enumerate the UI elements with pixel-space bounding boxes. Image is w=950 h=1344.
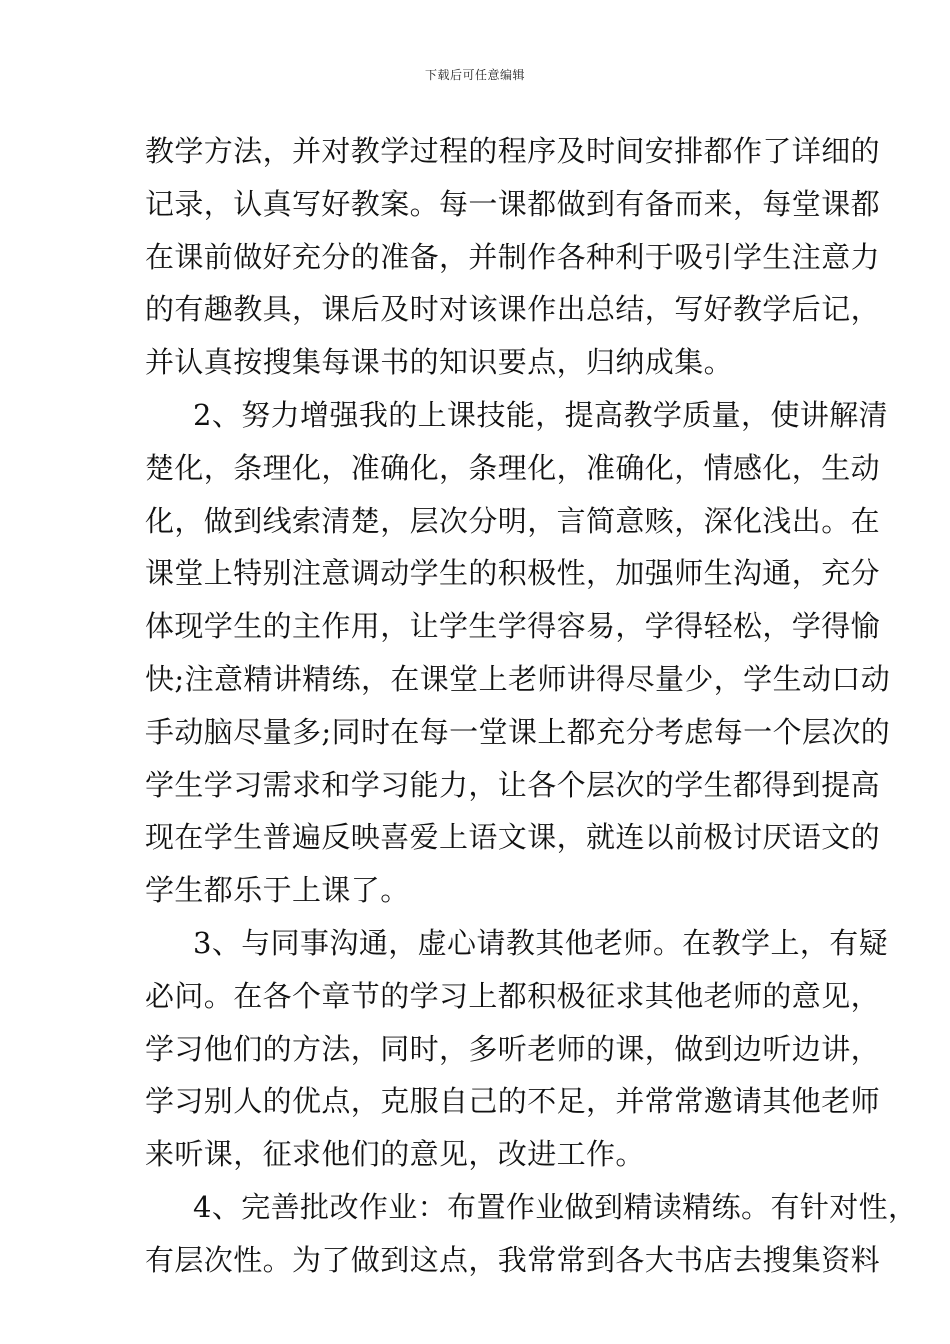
text-line: 学生都乐于上课了。 bbox=[145, 873, 410, 908]
body-text bbox=[145, 129, 918, 1291]
text-line: 3、与同事沟通，虚心请教其他老师。在教学上，有疑 bbox=[193, 925, 889, 960]
text-line: 学生学习需求和学习能力，让各个层次的学生都得到提高 bbox=[145, 767, 881, 802]
text-line: 学习他们的方法，同时，多听老师的课，做到边听边讲， bbox=[145, 1031, 881, 1066]
text-line: 化，做到线索清楚，层次分明，言简意赅，深化浅出。在 bbox=[145, 503, 881, 538]
header-note: 下载后可任意编辑 bbox=[424, 68, 525, 82]
text-line: 必问。在各个章节的学习上都积极征求其他老师的意见， bbox=[145, 978, 881, 1013]
text-line: 手动脑尽量多;同时在每一堂课上都充分考虑每一个层次的 bbox=[145, 714, 891, 749]
text-line: 有层次性。为了做到这点，我常常到各大书店去搜集资料 bbox=[145, 1242, 881, 1277]
text-line: 楚化，条理化，准确化，条理化，准确化，情感化，生动 bbox=[145, 450, 881, 485]
text-line: 快;注意精讲精练，在课堂上老师讲得尽量少，学生动口动 bbox=[145, 661, 891, 696]
text-line: 记录，认真写好教案。每一课都做到有备而来，每堂课都 bbox=[145, 186, 881, 221]
text-line: 来听课，征求他们的意见，改进工作。 bbox=[145, 1137, 645, 1172]
text-line: 课堂上特别注意调动学生的积极性，加强师生沟通，充分 bbox=[145, 556, 881, 591]
text-line: 学习别人的优点，克服自己的不足，并常常邀请其他老师 bbox=[145, 1084, 881, 1119]
text-line: 在课前做好充分的准备，并制作各种利于吸引学生注意力 bbox=[145, 239, 881, 274]
text-line: 的有趣教具，课后及时对该课作出总结，写好教学后记， bbox=[145, 292, 881, 327]
text-line: 现在学生普遍反映喜爱上语文课，就连以前极讨厌语文的 bbox=[145, 820, 881, 855]
text-line: 4、完善批改作业：布置作业做到精读精练。有针对性， bbox=[193, 1189, 918, 1224]
text-line: 并认真按搜集每课书的知识要点，归纳成集。 bbox=[145, 345, 734, 380]
text-line: 体现学生的主作用，让学生学得容易，学得轻松，学得愉 bbox=[145, 609, 881, 644]
text-line: 教学方法，并对教学过程的程序及时间安排都作了详细的 bbox=[145, 134, 881, 168]
text-line: 2、努力增强我的上课技能，提高教学质量，使讲解清 bbox=[193, 397, 889, 432]
